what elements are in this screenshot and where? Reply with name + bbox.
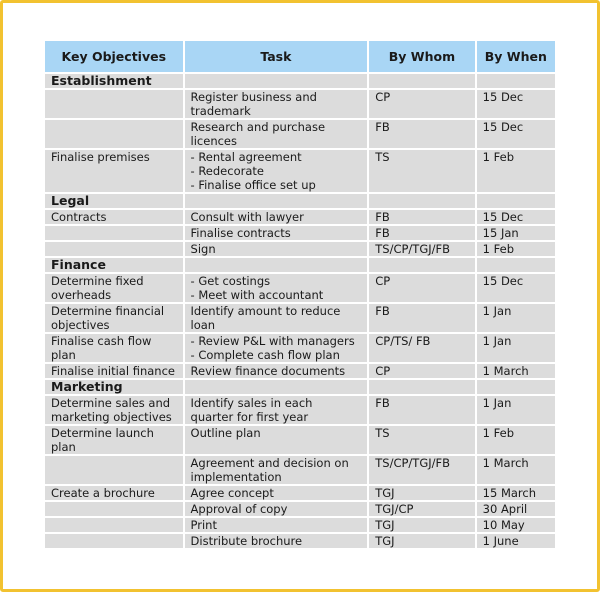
section-title: Marketing [45,380,183,394]
table-row [45,334,555,362]
empty-cell [477,74,555,88]
table-row [45,150,555,192]
task-line: - Meet with accountant [190,288,324,302]
task-cell [185,534,368,548]
objective-line: overheads [51,288,112,302]
empty-cell [185,258,368,272]
by-when-cell: 15 Dec [477,210,555,224]
task-line: Review finance documents [190,364,346,378]
objective-cell [45,426,183,454]
objective-cell [45,90,183,118]
task-line: Research and purchase [190,120,326,134]
by-whom-cell: CP [369,274,474,302]
table-row [45,486,555,500]
task-cell [185,502,368,516]
objective-line: Create a brochure [51,486,155,500]
table-row [45,364,555,378]
task-line: Outline plan [190,426,261,440]
table-row [45,426,555,454]
by-whom-cell: TS [369,426,474,454]
header-by-whom: By Whom [369,41,474,72]
section-title: Finance [45,258,183,272]
section-row [45,380,555,394]
table-body [45,74,555,548]
objective-line: Determine launch [51,426,154,440]
by-whom-cell: FB [369,120,474,148]
table-row [45,120,555,148]
section-title: Establishment [45,74,183,88]
task-line: - Get costings [190,274,271,288]
by-when-cell: 1 Jan [477,304,555,332]
table-row [45,534,555,548]
objective-cell [45,486,183,500]
task-line: - Finalise office set up [190,178,316,192]
task-line: - Complete cash flow plan [190,348,340,362]
task-cell [185,396,368,424]
task-line: Print [190,518,217,532]
by-when-cell: 15 Dec [477,274,555,302]
header-key-objectives: Key Objectives [45,41,183,72]
table-row [45,274,555,302]
by-when-cell: 1 Feb [477,242,555,256]
by-when-cell: 10 May [477,518,555,532]
task-cell [185,120,368,148]
objective-cell [45,534,183,548]
by-whom-cell: TGJ/CP [369,502,474,516]
objective-line: Determine financial [51,304,165,318]
by-when-cell: 15 Dec [477,90,555,118]
empty-cell [477,380,555,394]
by-when-cell: 15 March [477,486,555,500]
task-line: Approval of copy [190,502,288,516]
task-line: licences [190,134,237,148]
objective-line: plan [51,440,76,454]
task-line: Finalise contracts [190,226,291,240]
by-when-cell: 1 March [477,364,555,378]
table-row [45,456,555,484]
section-title: Legal [45,194,183,208]
task-cell [185,334,368,362]
empty-cell [369,258,474,272]
objective-cell [45,456,183,484]
by-when-cell: 15 Dec [477,120,555,148]
by-when-cell: 1 Feb [477,150,555,192]
table-row [45,226,555,240]
task-cell [185,90,368,118]
by-whom-cell: TS [369,150,474,192]
by-whom-cell: FB [369,210,474,224]
task-cell [185,518,368,532]
by-whom-cell: TS/CP/TGJ/FB [369,242,474,256]
empty-cell [477,258,555,272]
objective-cell [45,518,183,532]
header-task: Task [185,41,368,72]
objective-cell [45,364,183,378]
by-whom-cell: TGJ [369,486,474,500]
task-line: - Review P&L with managers [190,334,355,348]
table-row [45,396,555,424]
objective-line: Determine fixed [51,274,144,288]
by-whom-cell: CP [369,90,474,118]
task-cell [185,304,368,332]
by-when-cell: 30 April [477,502,555,516]
objective-line: Finalise premises [51,150,150,164]
objective-line: marketing objectives [51,410,172,424]
task-cell [185,210,368,224]
task-line: loan [190,318,216,332]
section-row [45,74,555,88]
task-cell [185,426,368,454]
objective-line: objectives [51,318,110,332]
action-plan-table [43,39,557,550]
table-row [45,518,555,532]
task-cell [185,242,368,256]
objective-cell [45,304,183,332]
by-when-cell: 1 June [477,534,555,548]
by-when-cell: 1 Feb [477,426,555,454]
objective-cell [45,120,183,148]
by-whom-cell: TS/CP/TGJ/FB [369,456,474,484]
objective-cell [45,334,183,362]
objective-cell [45,396,183,424]
task-line: - Redecorate [190,164,264,178]
header-row [45,41,555,72]
task-line: Sign [190,242,216,256]
table-row [45,502,555,516]
task-line: Register business and [190,90,317,104]
objective-line: Contracts [51,210,107,224]
action-plan-table-container [43,39,557,555]
section-row [45,194,555,208]
section-row [45,258,555,272]
empty-cell [369,380,474,394]
task-line: Identify sales in each [190,396,313,410]
task-line: Agree concept [190,486,274,500]
task-line: Consult with lawyer [190,210,304,224]
task-line: trademark [190,104,251,118]
empty-cell [369,74,474,88]
objective-cell [45,210,183,224]
by-when-cell: 1 March [477,456,555,484]
header-by-when: By When [477,41,555,72]
by-whom-cell: FB [369,304,474,332]
objective-cell [45,242,183,256]
objective-cell [45,226,183,240]
task-cell [185,486,368,500]
by-whom-cell: FB [369,396,474,424]
task-line: Distribute brochure [190,534,303,548]
objective-line: plan [51,348,76,362]
task-cell [185,456,368,484]
by-when-cell: 1 Jan [477,396,555,424]
empty-cell [185,194,368,208]
table-row [45,90,555,118]
objective-cell [45,502,183,516]
task-line: Agreement and decision on [190,456,349,470]
task-line: Identify amount to reduce [190,304,341,318]
empty-cell [369,194,474,208]
objective-line: Finalise cash flow [51,334,152,348]
by-whom-cell: CP/TS/ FB [369,334,474,362]
by-whom-cell: FB [369,226,474,240]
table-row [45,242,555,256]
task-cell [185,364,368,378]
by-whom-cell: TGJ [369,534,474,548]
empty-cell [477,194,555,208]
task-line: - Rental agreement [190,150,302,164]
by-whom-cell: TGJ [369,518,474,532]
objective-line: Finalise initial finance [51,364,175,378]
by-when-cell: 1 Jan [477,334,555,362]
task-cell [185,274,368,302]
empty-cell [185,380,368,394]
by-when-cell: 15 Jan [477,226,555,240]
empty-cell [185,74,368,88]
task-cell [185,226,368,240]
objective-line: Determine sales and [51,396,171,410]
table-row [45,304,555,332]
by-whom-cell: CP [369,364,474,378]
task-line: implementation [190,470,282,484]
task-line: quarter for first year [190,410,309,424]
table-row [45,210,555,224]
task-cell [185,150,368,192]
objective-cell [45,150,183,192]
objective-cell [45,274,183,302]
